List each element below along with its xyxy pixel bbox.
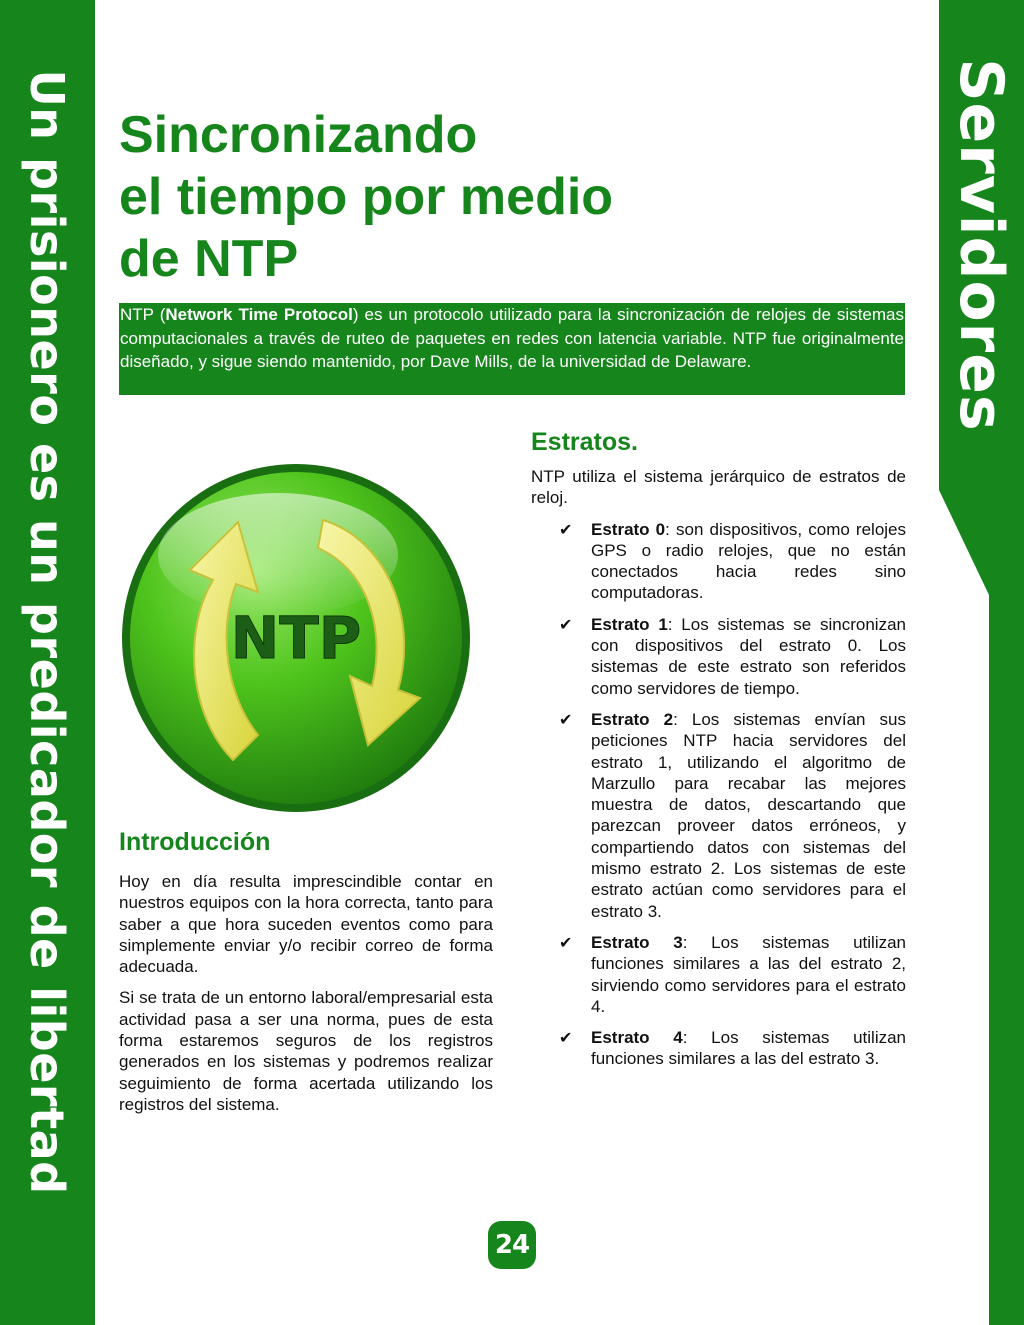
estratos-lead: NTP utiliza el sistema jerárquico de estratos de reloj. <box>531 467 906 508</box>
checkmark-icon: ✔ <box>559 519 573 539</box>
right-section-band <box>939 0 1024 1325</box>
checkmark-icon: ✔ <box>559 1028 573 1048</box>
introduccion-paragraph-1: Hoy en día resulta imprescindible contar en nuestros equipos con la hora correcta, tanto para saber a que hora suceden eventos como para simplemente enviar y/o recibir correo de forma adecuada. <box>119 872 493 977</box>
list-item <box>531 709 906 922</box>
list-item-text: : son dispositivos, como relojes GPS o radio relojes, que no están conectados hacia redes sino computadoras. <box>591 519 907 603</box>
checkmark-icon: ✔ <box>559 614 573 634</box>
introduccion-paragraph-2: Si se trata de un entorno laboral/empresarial esta actividad pasa a ser una norma, pues de esta forma estaremos seguros de los registros generados en los sistemas y podremos realizar seguimiento de forma acertada utilizando los registros del sistema. <box>119 988 493 1114</box>
ntp-sync-arrows-icon <box>118 460 474 816</box>
list-item <box>531 614 906 699</box>
title-line-1: Sincronizando <box>119 106 478 164</box>
estratos-list <box>531 519 906 1070</box>
list-item-term: Estrato 4 <box>591 1028 683 1048</box>
introduccion-body <box>119 871 493 1115</box>
intro-bold-term: Network Time Protocol <box>165 305 353 324</box>
title-line-2: el tiempo por medio <box>119 168 614 226</box>
page-number-badge <box>487 1220 537 1270</box>
checkmark-icon: ✔ <box>559 709 573 729</box>
list-item-term: Estrato 3 <box>591 932 683 952</box>
intro-prefix: NTP ( <box>120 305 166 324</box>
list-item <box>531 932 906 1017</box>
section-title: Servidores <box>946 58 1016 432</box>
estratos-body <box>531 466 906 1080</box>
checkmark-icon: ✔ <box>559 932 573 952</box>
left-sidebar-band <box>0 0 95 1325</box>
left-sidebar-slogan: Un prisionero es un predicador de libertad <box>20 69 74 1195</box>
page-number: 24 <box>494 1230 530 1260</box>
list-item-term: Estrato 0 <box>591 519 666 539</box>
estratos-heading: Estratos. <box>531 428 638 456</box>
title-line-3: de NTP <box>119 230 299 288</box>
list-item-text: : Los sistemas utilizan funciones similares a las del estrato 3. <box>591 1028 907 1069</box>
list-item <box>531 1027 906 1070</box>
logo-text: NTP <box>230 604 362 672</box>
intro-text: ) es un protocolo utilizado para la sincronización de relojes de sistemas computacionales a través de ruteo de paquetes en redes con latencia variable. NTP fue originalmente diseñado, y sigue siendo mantenido, por Dave Mills, de la universidad de Delaware. <box>120 305 905 371</box>
list-item-text: : Los sistemas utilizan funciones similares a las del estrato 2, sirviendo como servidores para el estrato 4. <box>591 932 907 1016</box>
article-title <box>119 104 839 290</box>
list-item-term: Estrato 1 <box>591 614 668 634</box>
list-item-text: : Los sistemas se sincronizan con dispositivos del estrato 0. Los sistemas de este estrato son referidos como servidores de tiempo. <box>591 614 906 698</box>
list-item <box>531 519 906 604</box>
introduccion-heading: Introducción <box>119 828 271 856</box>
list-item-text: : Los sistemas envían sus peticiones NTP hacia servidores del estrato 1, utilizando el algoritmo de Marzullo para recabar las mejores muestra de datos, descartando que parezcan proveer datos erróneos, y compartiendo datos con sistemas del mismo estrato 2. Los sistemas de este estrato actúan como servidores para el estrato 3. <box>591 709 907 921</box>
intro-summary-box <box>119 303 905 395</box>
list-item-term: Estrato 2 <box>591 709 674 729</box>
